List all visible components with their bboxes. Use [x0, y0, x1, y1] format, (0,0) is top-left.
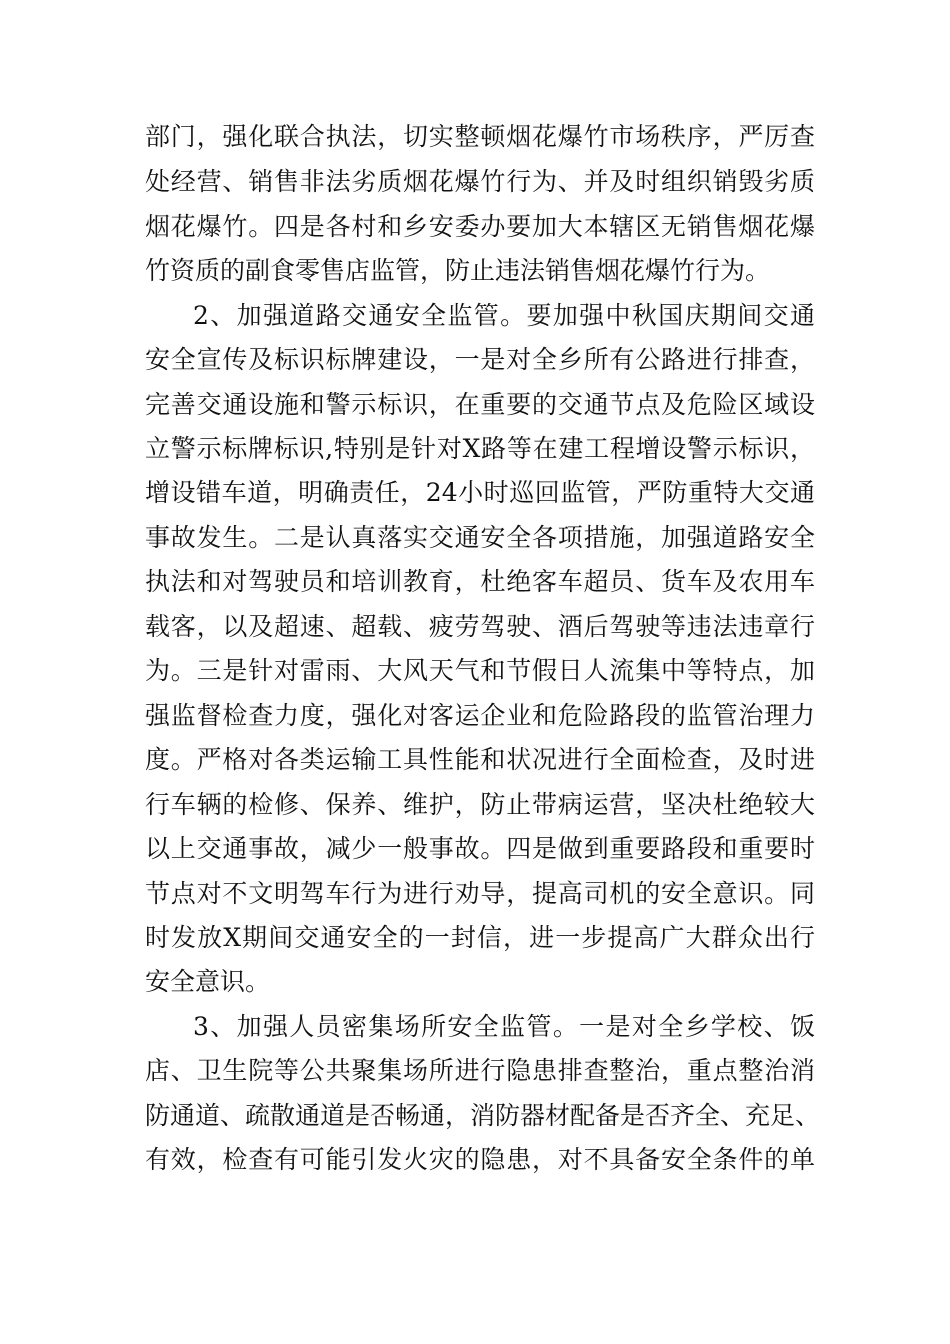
- text-line: 店、卫生院等公共聚集场所进行隐患排查整治，重点整治消: [145, 1056, 815, 1085]
- text-line: 载客，以及超速、超载、疲劳驾驶、酒后驾驶等违法违章行: [145, 612, 815, 641]
- text-line: 执法和对驾驶员和培训教育，杜绝客车超员、货车及农用车: [145, 567, 815, 596]
- text-line: 行车辆的检修、保养、维护，防止带病运营，坚决杜绝较大: [145, 790, 815, 819]
- text-line: 增设错车道，明确责任，24小时巡回监管，严防重特大交通: [145, 478, 815, 507]
- text-line: 为。三是针对雷雨、大风天气和节假日人流集中等特点，加: [145, 656, 815, 685]
- text-line: 完善交通设施和警示标识，在重要的交通节点及危险区域设: [145, 390, 815, 419]
- text-line: 烟花爆竹。四是各村和乡安委办要加大本辖区无销售烟花爆: [145, 212, 815, 241]
- text-line: 事故发生。二是认真落实交通安全各项措施，加强道路安全: [145, 523, 815, 552]
- text-line: 安全宣传及标识标牌建设，一是对全乡所有公路进行排查，: [145, 345, 815, 374]
- text-line: 竹资质的副食零售店监管，防止违法销售烟花爆竹行为。: [145, 256, 771, 285]
- text-line: 立警示标牌标识,特别是针对X路等在建工程增设警示标识，: [145, 434, 815, 463]
- text-line: 安全意识。: [145, 967, 271, 996]
- text-line: 强监督检查力度，强化对客运企业和危险路段的监管治理力: [145, 701, 815, 730]
- paragraph-heading-line: 2、加强道路交通安全监管。要加强中秋国庆期间交通: [193, 301, 815, 330]
- text-line: 以上交通事故，减少一般事故。四是做到重要路段和重要时: [145, 834, 815, 863]
- text-line: 处经营、销售非法劣质烟花爆竹行为、并及时组织销毁劣质: [145, 167, 815, 196]
- text-line: 时发放X期间交通安全的一封信，进一步提高广大群众出行: [145, 923, 815, 952]
- text-line: 度。严格对各类运输工具性能和状况进行全面检查，及时进: [145, 745, 815, 774]
- text-line: 有效，检查有可能引发火灾的隐患，对不具备安全条件的单: [145, 1145, 815, 1174]
- paragraph-heading-line: 3、加强人员密集场所安全监管。一是对全乡学校、饭: [193, 1012, 815, 1041]
- text-line: 防通道、疏散通道是否畅通，消防器材配备是否齐全、充足、: [145, 1101, 821, 1130]
- text-line: 节点对不文明驾车行为进行劝导，提高司机的安全意识。同: [145, 879, 815, 908]
- text-line: 部门，强化联合执法，切实整顿烟花爆竹市场秩序，严厉查: [145, 122, 815, 151]
